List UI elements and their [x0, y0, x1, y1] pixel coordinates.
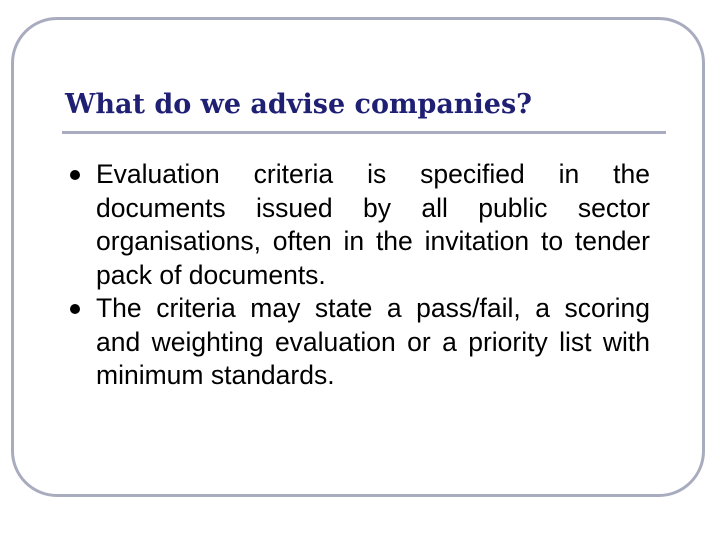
title-divider [62, 131, 666, 134]
slide-title: What do we advise companies? [65, 89, 533, 120]
bullet-icon [70, 304, 80, 314]
bullet-icon [70, 170, 80, 180]
bullet-text: Evaluation criteria is specified in the documents issued by all public sector organisations, often in the invitation to tender pack of documents. [96, 159, 650, 290]
bullet-item-criteria-types [70, 292, 650, 393]
bullet-text: The criteria may state a pass/fail, a scoring and weighting evaluation or a priority list with minimum standards. [96, 293, 650, 390]
bullet-list [70, 158, 650, 393]
bullet-item-evaluation-criteria [70, 158, 650, 292]
